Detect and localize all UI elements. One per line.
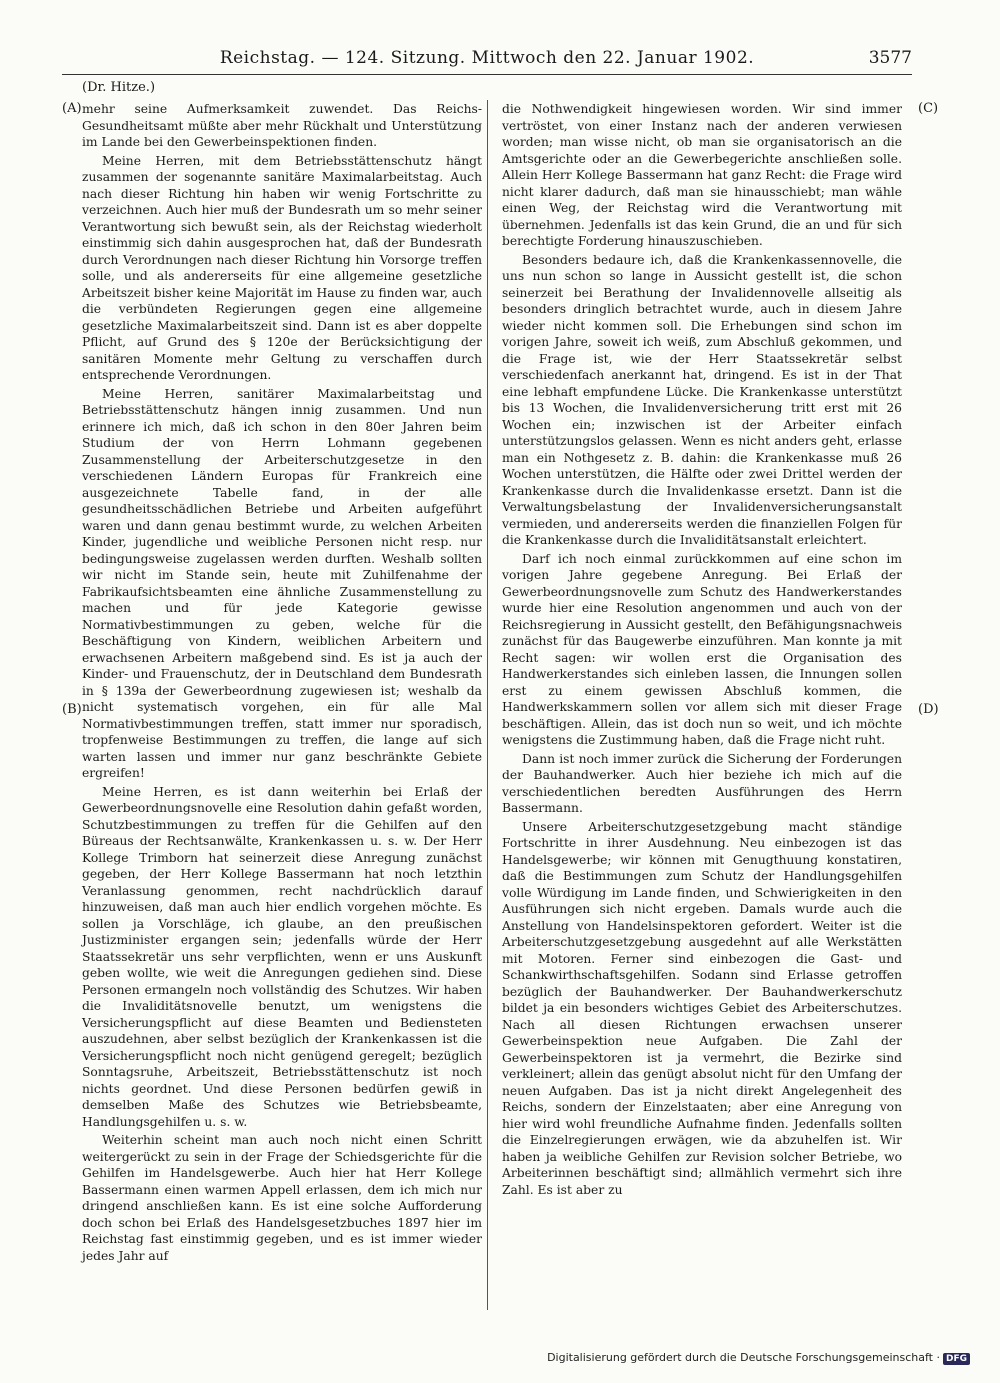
paragraph: Dann ist noch immer zurück die Sicherung der Forderungen der Bauhandwerker. Auch hier beziehe ich mich auf die verschiedentlichen beredten Ausführungen des Herrn Bassermann. — [502, 751, 902, 815]
margin-marker-c: (C) — [918, 101, 939, 116]
margin-marker-a: (A) — [62, 101, 82, 116]
paragraph: Meine Herren, es ist dann weiterhin bei Erlaß der Gewerbeordnungsnovelle eine Resolution dahin gefaßt worden, Schutzbestimmungen zu treffen für die Gehilfen auf den Büreaus der Rechtsanwälte, Krankenkassen u. s. w. Der Herr Kollege Trimborn hat seinerzeit diese Anregung zunächst gegeben, der Herr Kollege Bassermann hat noch letzthin Veranlassung genommen, recht nachdrücklich darauf hinzuweisen, daß man auch hier endlich vorgehen möchte. Es sollen ja Vorschläge, ich glaube, an den preußischen Justizminister ergangen sein; jedenfalls würde der Herr Staatssekretär uns sehr verpflichten, wenn er uns Auskunft geben wollte, wie weit die Anregungen gediehen sind. Diese Personen ermangeln noch vollständig des Schutzes. Wir haben die Invaliditätsnovelle benutzt, um wenigstens die Versicherungspflicht auf diese Beamten und Bediensteten auszudehnen, aber selbst bezüglich der Krankenkassen ist die Versicherungspflicht noch nicht genügend geregelt; bezüglich Sonntagsruhe, Arbeitszeit, Betriebsstättenschutz ist noch nichts geordnet. Und diese Personen bedürfen gewiß in demselben Maße des Schutzes wie Betriebsbeamte, Handlungsgehilfen u. s. w. — [82, 784, 482, 1129]
speaker-label: (Dr. Hitze.) — [82, 80, 156, 95]
paragraph: Meine Herren, mit dem Betriebsstättenschutz hängt zusammen der sogenannte sanitäre Maximalarbeitstag. Auch nach dieser Richtung hin haben wir wenig Fortschritte zu verzeichnen. Auch hier muß der Bundesrath um so mehr seiner Verantwortung sich bewußt sein, als der Reichstag wiederholt einstimmig sich dahin ausgesprochen hat, daß der Bundesrath durch Verordnungen nach dieser Richtung hin Vorsorge treffen solle, und als andererseits für eine allgemeine gesetzliche Arbeitszeit bisher keine Majorität im Hause zu finden war, auch die verbündeten Regierungen gegen eine allgemeine gesetzliche Maximalarbeitszeit sind. Dann ist es aber doppelte Pflicht, auf Grund des § 120e der Berücksichtigung der sanitären Momente mehr Geltung zu verschaffen durch entsprechende Verordnungen. — [82, 153, 482, 382]
paragraph: Besonders bedaure ich, daß die Krankenkassennovelle, die uns nun schon so lange in Aussicht gestellt ist, die schon seinerzeit bei Berathung der Invalidennovelle allseitig als besonders dringlich betrachtet wurde, auch in diesem Jahre wieder nicht kommen soll. Die Erhebungen sind schon im vorigen Jahre, soweit ich weiß, zum Abschluß gekommen, und die Frage ist, wie der Herr Staatssekretär selbst verschiedenfach anerkannt hat, dringend. Es ist in der That eine lebhaft empfundene Lücke. Die Krankenkasse unterstützt bis 13 Wochen, die Invalidenversicherung tritt erst mit 26 Wochen ein; inzwischen ist der Arbeiter einfach unterstützungslos gelassen. Wenn es nicht anders geht, erlasse man ein Nothgesetz z. B. dahin: die Krankenkasse muß 26 Wochen unterstützen, die Hälfte oder zwei Drittel werden der Krankenkasse durch die Invalidenkasse ersetzt. Dann ist die Verwaltungsbelastung der Invalidenversicherungsanstalt vermieden, und andererseits werden die finanziellen Folgen für die Krankenkasse durch die Invaliditätsanstalt erleichtert. — [502, 252, 902, 547]
margin-marker-d: (D) — [918, 702, 939, 717]
column-divider — [487, 100, 488, 1310]
paragraph: Weiterhin scheint man auch noch nicht einen Schritt weitergerückt zu sein in der Frage der Schiedsgerichte für die Gehilfen im Handelsgewerbe. Auch hier hat Herr Kollege Bassermann einen warmen Appell erlassen, dem ich mich nur dringend anschließen kann. Es ist eine solche Aufforderung doch schon bei Erlaß des Handelsgesetzbuches 1897 hier im Reichstag fast einstimmig gegeben, und es ist immer wieder jedes Jahr auf — [82, 1133, 482, 1263]
dfg-logo: DFG — [943, 1353, 970, 1365]
left-column — [82, 101, 482, 1266]
right-column — [502, 101, 902, 1200]
margin-marker-b: (B) — [62, 702, 82, 717]
paragraph: mehr seine Aufmerksamkeit zuwendet. Das Reichs-Gesundheitsamt müßte aber mehr Rückhalt und Unterstützung im Lande bei den Gewerbeinspektionen finden. — [82, 102, 482, 149]
paragraph: Meine Herren, sanitärer Maximalarbeitstag und Betriebsstättenschutz hängen innig zusammen. Und nun erinnere ich mich, daß ich schon in den 80er Jahren beim Studium der von Herrn Lohmann gegebenen Zusammenstellung der Arbeiterschutzgesetze in den verschiedenen Ländern Europas für Frankreich eine ausgezeichnete Tabelle fand, in der alle gesundheitsschädlichen Betriebe und Arbeiten aufgeführt waren und dann genau bestimmt wurde, zu welchen Arbeiten Kinder, jugendliche und weibliche Personen nicht resp. nur bedingungsweise zugelassen werden durften. Weshalb sollten wir nicht im Stande sein, heute mit Zuhilfenahme der Fabrikaufsichtsbeamten eine ähnliche Zusammenstellung zu machen und für jede Kategorie gewisse Normativbestimmungen zu geben, welche für die Beschäftigung von Kindern, weiblichen Arbeitern und erwachsenen Arbeitern maßgebend sind. Es ist ja auch der Kinder- und Frauenschutz, der in Deutschland dem Bundesrath in § 139a der Gewerbeordnung zugewiesen ist; weshalb da nicht systematisch vorgehen, ein für alle Mal Normativbestimmungen treffen, statt immer nur sporadisch, tropfenweise Bestimmungen zu treffen, die lange auf sich warten lassen und immer nur ganz beschränkte Gebiete ergreifen! — [82, 386, 482, 780]
page-header — [62, 48, 912, 72]
footer-credit — [547, 1351, 970, 1365]
header-rule — [62, 74, 912, 75]
paragraph: die Nothwendigkeit hingewiesen worden. Wir sind immer vertröstet, von einer Instanz nach der anderen verwiesen worden; man wisse nicht, ob man sie organisatorisch an die Amtsgerichte oder an die Gewerbegerichte anschließen solle. Allein Herr Kollege Bassermann hat ganz Recht: die Frage wird nicht klarer dadurch, daß man sie hinausschiebt; man wähle einen Weg, der Reichstag wird die Verantwortung mit übernehmen. Jedenfalls ist das kein Grund, die an und für sich berechtigte Forderung hinauszuschieben. — [502, 102, 902, 248]
paragraph: Unsere Arbeiterschutzgesetzgebung macht ständige Fortschritte in ihrer Ausdehnung. Neu einbezogen ist das Handelsgewerbe; wir können mit Genugthuung konstatiren, daß die Bestimmungen zum Schutz der Handlungsgehilfen volle Würdigung im Lande finden, und Schwierigkeiten in den Ausführungen sich nicht ergeben. Damals wurde auch die Anstellung von Handelsinspektoren gefordert. Weiter ist die Arbeiterschutzgesetzgebung ausgedehnt auf alle Werkstätten mit Motoren. Ferner sind einbezogen die Gast- und Schankwirthschaftsgehilfen. Sodann sind Erlasse getroffen bezüglich der Bauhandwerker. Der Bauhandwerkerschutz bildet ja ein besonders wichtiges Gebiet des Arbeiterschutzes. Nach all diesen Richtungen erwachsen unserer Gewerbeinspektion neue Aufgaben. Die Zahl der Gewerbeinspektoren ist ja vermehrt, die Bezirke sind verkleinert; allein das genügt absolut nicht für den Umfang der neuen Aufgaben. Das ist ja nicht direkt Angelegenheit des Reichs, sondern der Einzelstaaten; aber eine Anregung von hier wird wohl freundliche Aufnahme finden. Jedenfalls sollten die Einzelregierungen erwägen, wie da abzuhelfen ist. Wir haben ja weibliche Gehilfen zur Revision solcher Betriebe, wo Arbeiterinnen beschäftigt sind; allmählich vermehrt sich ihre Zahl. Es ist aber zu — [502, 819, 902, 1197]
header-title: Reichstag. — 124. Sitzung. Mittwoch den 22. Januar 1902. — [219, 48, 755, 68]
footer-text: Digitalisierung gefördert durch die Deutsche Forschungsgemeinschaft · — [547, 1351, 940, 1364]
page-number: 3577 — [868, 48, 912, 68]
paragraph: Darf ich noch einmal zurückkommen auf eine schon im vorigen Jahre gegebene Anregung. Bei Erlaß der Gewerbeordnungsnovelle zum Schutz des Handwerkerstandes wurde hier eine Resolution angenommen und auch von der Reichsregierung in Aussicht gestellt, den Befähigungsnachweis zunächst für das Baugewerbe einzuführen. Man konnte ja mit Recht sagen: wir wollen erst die Organisation des Handwerkerstandes sich einleben lassen, die Innungen sollen erst zu einem gewissen Abschluß kommen, die Handwerkskammern sollen vor allem sich mit dieser Frage beschäftigen. Allein, das ist doch nun so weit, und ich möchte wenigstens die Zustimmung haben, daß die Frage nicht ruht. — [502, 551, 902, 747]
